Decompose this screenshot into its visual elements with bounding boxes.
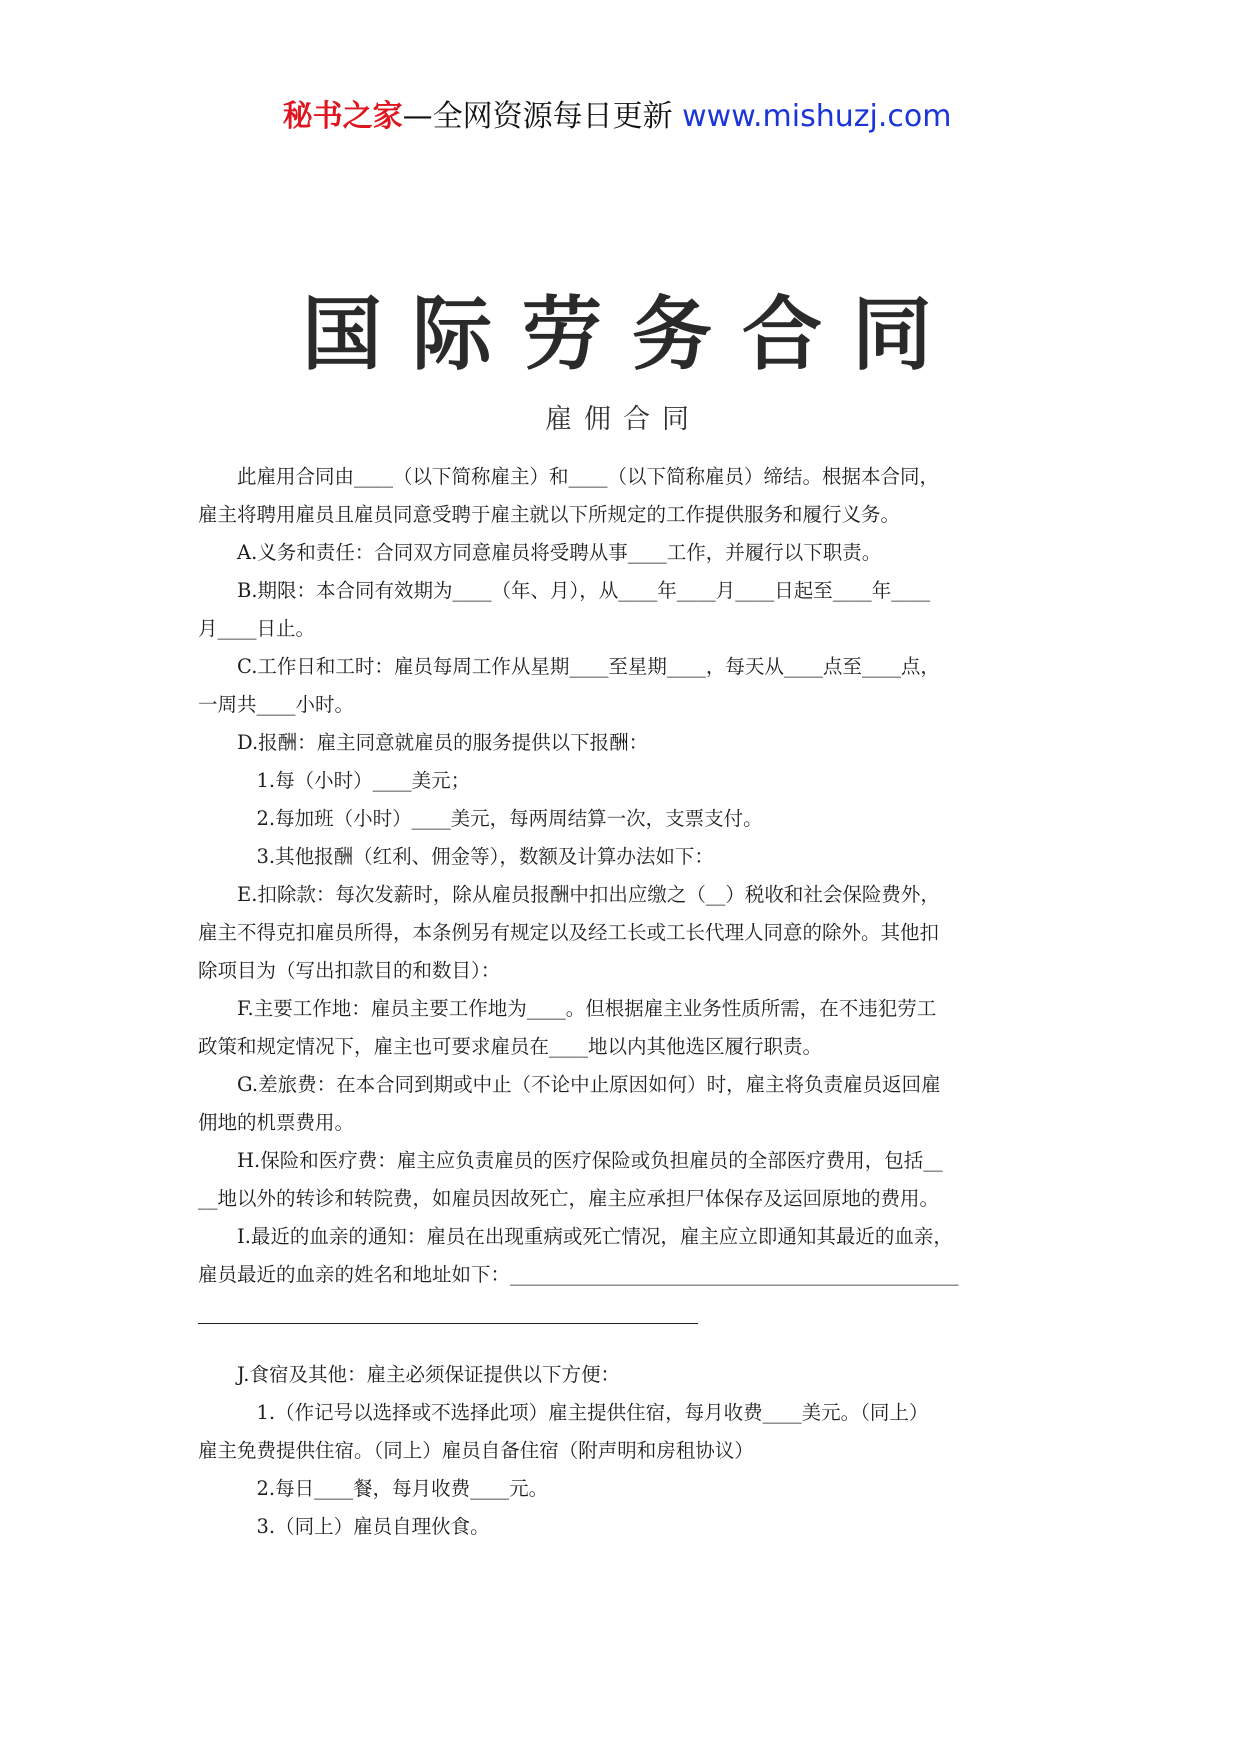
contract-body <box>198 458 1038 1546</box>
paragraph-line: 2.每加班（小时）____美元，每两周结算一次，支票支付。 <box>198 807 763 830</box>
banner-url-link[interactable]: www.mishuzj.com <box>682 99 952 134</box>
paragraph-line: 雇员最近的血亲的姓名和地址如下：______________________________________________ <box>198 1263 959 1286</box>
blank-underline <box>198 1323 698 1324</box>
address-blank-line <box>198 1294 1038 1332</box>
site-banner <box>0 97 1234 137</box>
paragraph-line: 2.每日____餐，每月收费____元。 <box>198 1477 549 1500</box>
paragraph-line: 一周共____小时。 <box>198 693 355 716</box>
paragraph-line: 雇主免费提供住宿。（同上）雇员自备住宿（附声明和房租协议） <box>198 1439 754 1462</box>
paragraph-line: B.期限：本合同有效期为____（年、月），从____年____月____日起至____年____ <box>198 579 931 602</box>
paragraph-line: 雇主不得克扣雇员所得，本条例另有规定以及经工长或工长代理人同意的除外。其他扣 <box>198 921 940 944</box>
paragraph-line: 3.其他报酬（红利、佣金等），数额及计算办法如下： <box>198 845 714 868</box>
paragraph-line: E.扣除款：每次发薪时，除从雇员报酬中扣出应缴之（__）税收和社会保险费外， <box>198 883 940 906</box>
paragraph-line: A.义务和责任：合同双方同意雇员将受聘从事____工作，并履行以下职责。 <box>198 541 882 564</box>
paragraph-line: 1.每（小时）____美元； <box>198 769 471 792</box>
paragraph-line: 佣地的机票费用。 <box>198 1111 355 1134</box>
paragraph-line: 政策和规定情况下，雇主也可要求雇员在____地以内其他选区履行职责。 <box>198 1035 823 1058</box>
banner-slogan: —全网资源每日更新 <box>402 99 683 134</box>
paragraph-line: I.最近的血亲的通知：雇员在出现重病或死亡情况，雇主应立即通知其最近的血亲， <box>198 1225 953 1248</box>
paragraph-line: D.报酬：雇主同意就雇员的服务提供以下报酬： <box>198 731 649 754</box>
document-subtitle: 雇佣合同 <box>545 404 701 435</box>
paragraph-line: J.食宿及其他：雇主必须保证提供以下方便： <box>198 1363 621 1386</box>
paragraph-line: __地以外的转诊和转院费，如雇员因故死亡，雇主应承担尸体保存及运回原地的费用。 <box>198 1187 940 1210</box>
banner-brand: 秘书之家 <box>282 99 403 134</box>
paragraph-line: 3.（同上）雇员自理伙食。 <box>198 1515 490 1538</box>
document-title: 国际劳务合同 <box>302 288 962 381</box>
paragraph-line: 此雇用合同由____（以下简称雇主）和____（以下简称雇员）缔结。根据本合同， <box>198 465 940 488</box>
paragraph-line: 雇主将聘用雇员且雇员同意受聘于雇主就以下所规定的工作提供服务和履行义务。 <box>198 503 901 526</box>
paragraph-line: C.工作日和工时：雇员每周工作从星期____至星期____，每天从____点至____点， <box>198 655 940 678</box>
paragraph-line: G.差旅费：在本合同到期或中止（不论中止原因如何）时，雇主将负责雇员返回雇 <box>198 1073 941 1096</box>
spacer <box>198 1332 1038 1356</box>
paragraph-line: 月____日止。 <box>198 617 316 640</box>
paragraph-line: H.保险和医疗费：雇主应负责雇员的医疗保险或负担雇员的全部医疗费用，包括__ <box>198 1149 943 1172</box>
paragraph-line: 除项目为（写出扣款目的和数目）： <box>198 959 501 982</box>
paragraph-line: 1.（作记号以选择或不选择此项）雇主提供住宿，每月收费____美元。（同上） <box>198 1401 929 1424</box>
paragraph-line: F.主要工作地：雇员主要工作地为____。但根据雇主业务性质所需，在不违犯劳工 <box>198 997 937 1020</box>
